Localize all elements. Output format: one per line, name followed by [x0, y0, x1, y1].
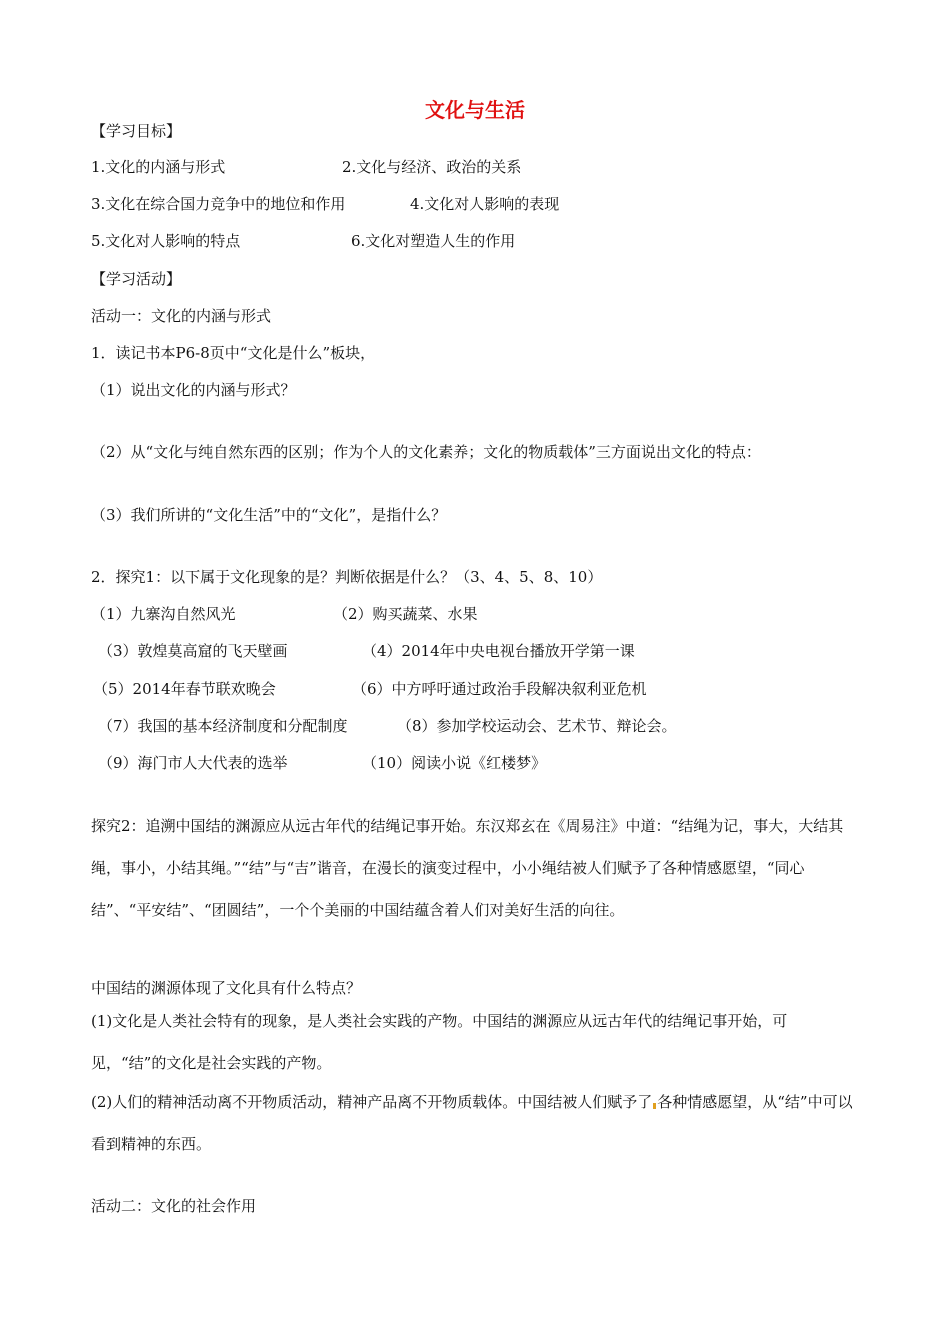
explore-2-paragraph: 探究2：追溯中国结的渊源应从远古年代的结绳记事开始。东汉郑玄在《周易注》中道：“结绳为记，事大，大结其绳，事小，小结其绳。”“结”与“吉”谐音，在漫长的演变过程中，小小绳结被人们赋予了各种情感愿望，“同心结”、“平安结”、“团圆结”，一个个美丽的中国结蕴含着人们对美好生活的向往。 [91, 817, 844, 919]
answer-2-part-2: 各种情感愿望，从“结”中可以看到精神的东西。 [91, 1093, 853, 1153]
answer-2 [91, 1081, 861, 1165]
page-title: 文化与生活 [425, 98, 525, 122]
question-2: 2．探究1：以下属于文化现象的是？判断依据是什么？（3、4、5、8、10） [91, 568, 603, 586]
goal-item: 3.文化在综合国力竞争中的地位和作用 [91, 195, 346, 213]
goal-item: 6.文化对塑造人生的作用 [351, 232, 516, 250]
question-1-3: （3）我们所讲的“文化生活”中的“文化”，是指什么？ [91, 506, 447, 524]
option-item: （3）敦煌莫高窟的飞天壁画 [98, 642, 288, 660]
option-item: （1）九寨沟自然风光 [91, 605, 236, 623]
answer-2-part-1: (2)人们的精神活动离不开物质活动，精神产品离不开物质载体。中国结被人们赋予了 [91, 1093, 653, 1111]
option-item: （9）海门市人大代表的选举 [98, 754, 288, 772]
option-item: （5）2014年春节联欢晚会 [93, 680, 276, 698]
goal-item: 2.文化与经济、政治的关系 [342, 158, 522, 176]
option-item: （8）参加学校运动会、艺术节、辩论会。 [397, 717, 677, 735]
option-item: （7）我国的基本经济制度和分配制度 [98, 717, 348, 735]
question-1-2: （2）从“文化与纯自然东西的区别；作为个人的文化素养；文化的物质载体”三方面说出文化的特点： [91, 443, 761, 461]
option-item: （4）2014年中央电视台播放开学第一课 [362, 642, 635, 660]
activities-header: 【学习活动】 [91, 270, 182, 288]
option-item: （6）中方呼吁通过政治手段解决叙利亚危机 [352, 680, 647, 698]
goal-item: 5.文化对人影响的特点 [91, 232, 241, 250]
highlight-mark [653, 1103, 656, 1109]
question-1-1: （1）说出文化的内涵与形式？ [91, 381, 296, 399]
option-item: （2）购买蔬菜、水果 [333, 605, 478, 623]
goal-item: 1.文化的内涵与形式 [91, 158, 226, 176]
activity-one-heading: 活动一：文化的内涵与形式 [91, 307, 272, 325]
goal-item: 4.文化对人影响的表现 [410, 195, 560, 213]
activity-two-heading: 活动二：文化的社会作用 [91, 1197, 257, 1215]
goals-header: 【学习目标】 [91, 122, 182, 140]
option-item: （10）阅读小说《红楼梦》 [362, 754, 547, 772]
explore-2-question: 中国结的渊源体现了文化具有什么特点？ [91, 979, 362, 997]
answer-1: (1)文化是人类社会特有的现象，是人类社会实践的产物。中国结的渊源应从远古年代的结绳记事开始，可见，“结”的文化是社会实践的产物。 [91, 1012, 788, 1072]
question-1: 1．读记书本P6-8页中“文化是什么”板块， [91, 344, 376, 362]
